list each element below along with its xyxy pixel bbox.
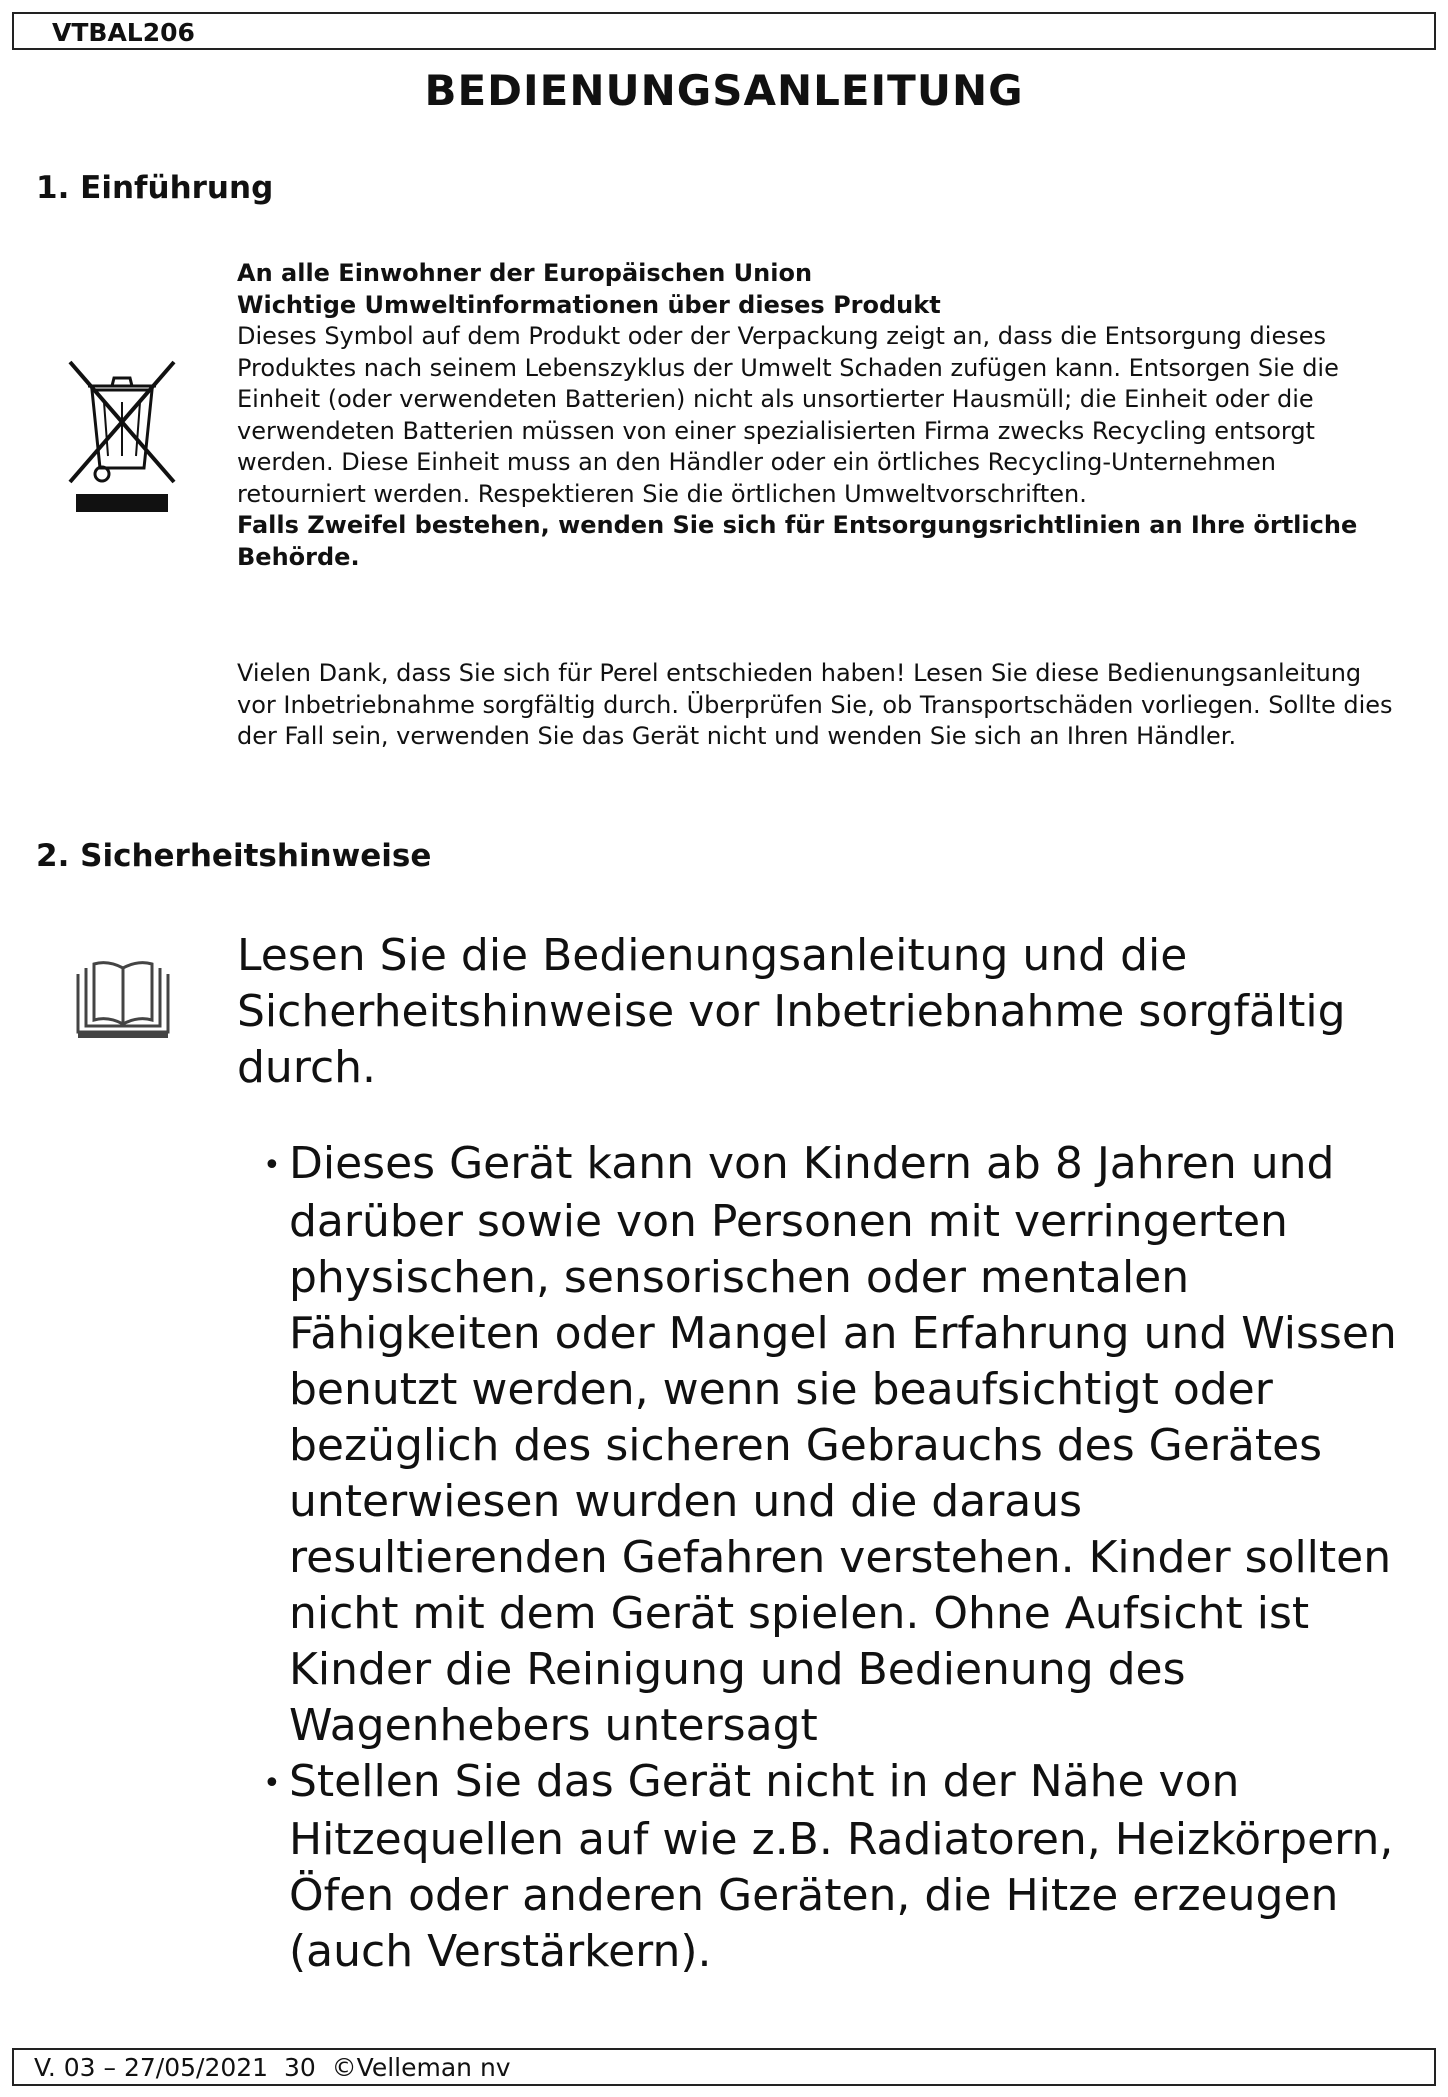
- crossed-out-wheelie-bin-icon: [66, 356, 178, 516]
- section-heading-introduction: 1. Einführung: [36, 170, 274, 206]
- environment-notice: [237, 258, 1407, 573]
- product-code: VTBAL206: [52, 18, 195, 47]
- page-header: [12, 12, 1436, 50]
- thank-you-paragraph: Vielen Dank, dass Sie sich für Perel entschieden haben! Lesen Sie diese Bedienungsanleitung vor Inbetriebnahme sorgfältig durch. Überprüfen Sie, ob Transportschäden vorliegen. Sollte dies der Fall sein, verwenden Sie das Gerät nicht und wenden Sie sich an Ihren Händler.: [237, 659, 1393, 750]
- open-book-icon: [72, 960, 174, 1044]
- safety-item-text: Dieses Gerät kann von Kindern ab 8 Jahren und darüber sowie von Personen mit verringerten physischen, sensorischen oder mentalen Fähigkeiten oder Mangel an Erfahrung und Wissen benutzt werden, wenn sie beaufsichtigt oder bezüglich des sicheren Gebrauchs des Gerätes unterwiesen wurden und die daraus resultierenden Gefahren verstehen. Kinder sollten nicht mit dem Gerät spielen. Ohne Aufsicht ist Kinder die Reinigung und Bedienung des Wagenhebers untersagt: [289, 1138, 1397, 1751]
- safety-item-text: Stellen Sie das Gerät nicht in der Nähe von Hitzequellen auf wie z.B. Radiatoren, Heizkörpern, Öfen oder anderen Geräten, die Hitze erzeugen (auch Verstärkern).: [289, 1756, 1394, 1977]
- section-heading-safety: 2. Sicherheitshinweise: [36, 838, 432, 874]
- safety-list: [237, 1136, 1407, 1980]
- list-item: [237, 1754, 1407, 1980]
- page-footer: [12, 2048, 1436, 2086]
- env-notice-body: Dieses Symbol auf dem Produkt oder der Verpackung zeigt an, dass die Entsorgung dieses Produktes nach seinem Lebenszyklus der Umwelt Schaden zufügen kann. Entsorgen Sie die Einheit (oder verwendeten Batterien) nicht als unsortierter Hausmüll; die Einheit oder die verwendeten Batterien müssen von einer spezialisierten Firma zwecks Recycling entsorgt werden. Diese Einheit muss an den Händler oder ein örtliches Recycling-Unternehmen retourniert werden. Respektieren Sie die örtlichen Umweltvorschriften.: [237, 322, 1339, 508]
- document-title: BEDIENUNGSANLEITUNG: [424, 66, 1024, 115]
- read-manual-notice: Lesen Sie die Bedienungsanleitung und die Sicherheitshinweise vor Inbetriebnahme sorgfältig durch.: [237, 930, 1346, 1093]
- env-notice-title: An alle Einwohner der Europäischen Union: [237, 259, 813, 287]
- bullet-icon: •: [263, 1148, 281, 1183]
- env-notice-subtitle: Wichtige Umweltinformationen über dieses Produkt: [237, 290, 941, 319]
- footer-text: V. 03 – 27/05/2021 30 ©Velleman nv: [34, 2053, 511, 2082]
- bullet-icon: •: [263, 1766, 281, 1801]
- env-notice-authority: Falls Zweifel bestehen, wenden Sie sich für Entsorgungsrichtlinien an Ihre örtliche Behörde.: [237, 511, 1358, 571]
- list-item: [237, 1136, 1407, 1754]
